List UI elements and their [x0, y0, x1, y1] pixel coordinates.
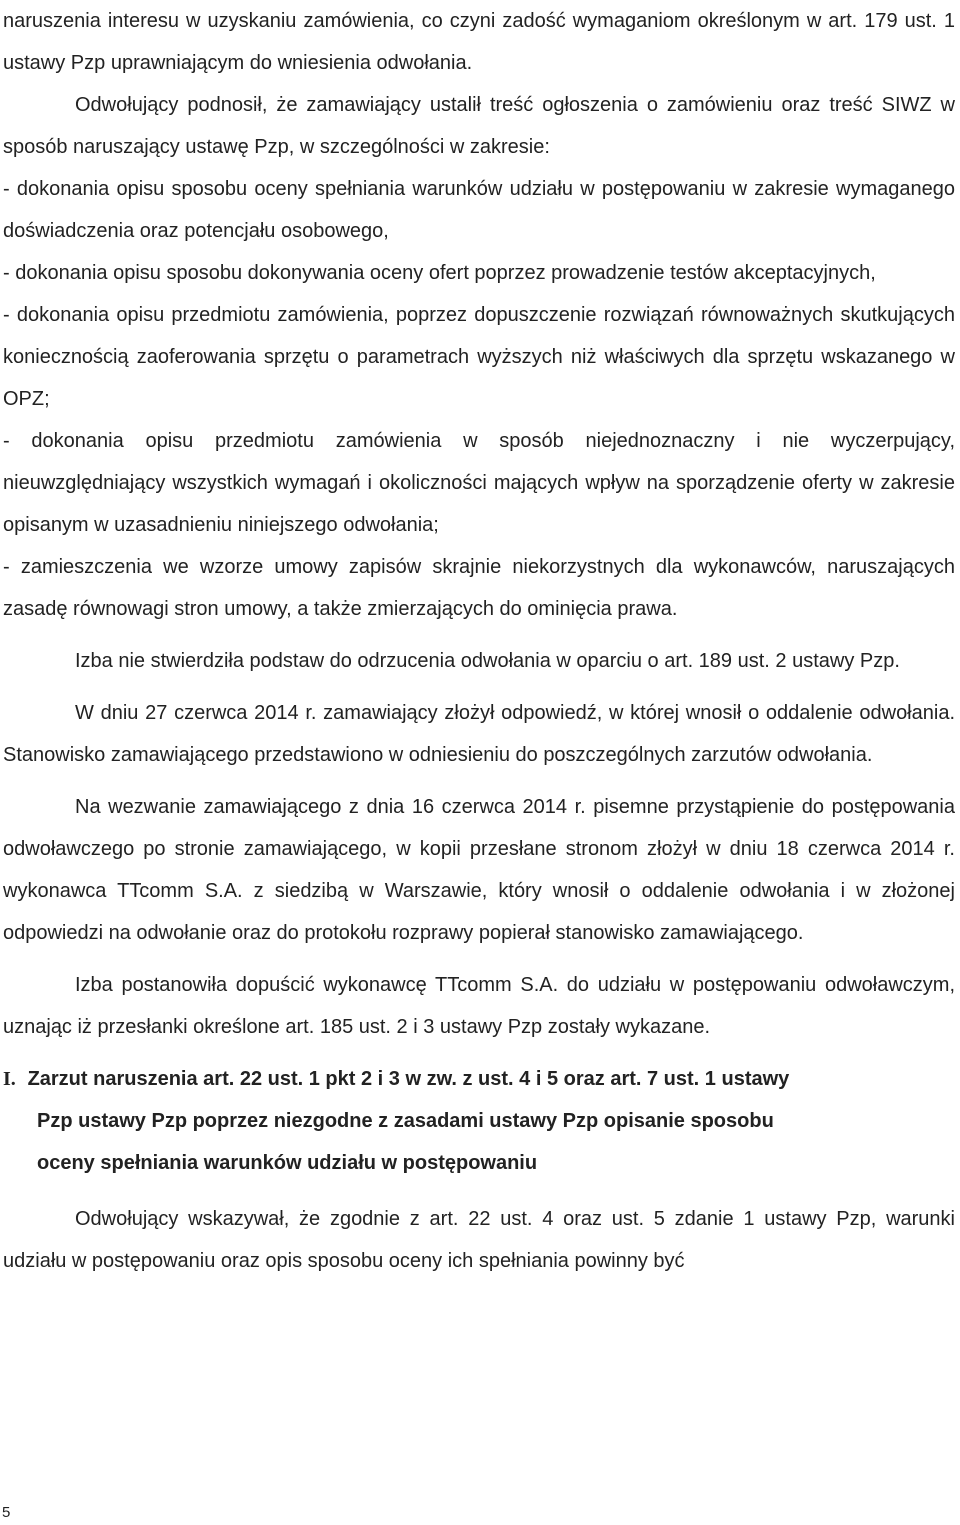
section-heading-line: oceny spełniania warunków udziału w postępowaniu — [37, 1152, 538, 1174]
section-heading — [3, 1058, 955, 1184]
section-heading-text: Zarzut naruszenia art. 22 ust. 1 pkt 2 i 3 w zw. z ust. 4 i 5 oraz art. 7 ust. 1 ustawy — [27, 1068, 790, 1090]
paragraph-allegations-intro: Odwołujący podnosił, że zamawiający ustalił treść ogłoszenia o zamówieniu oraz treść SIWZ w sposób naruszający ustawę Pzp, w szczególności w zakresie: — [3, 94, 955, 158]
paragraph-no-grounds: Izba nie stwierdziła podstaw do odrzucenia odwołania w oparciu o art. 189 ust. 2 ustawy Pzp. — [75, 650, 900, 672]
paragraph-final: Odwołujący wskazywał, że zgodnie z art. 22 ust. 4 oraz ust. 5 zdanie 1 ustawy Pzp, warunki udziału w postępowaniu oraz opis sposobu oceny ich spełniania powinny być — [3, 1208, 955, 1272]
paragraph-response: W dniu 27 czerwca 2014 r. zamawiający złożył odpowiedź, w której wnosił o oddalenie odwołania. Stanowisko zamawiającego przedstawiono w odniesieniu do poszczególnych zarzutów odwołania. — [3, 702, 955, 766]
bullet-item: - dokonania opisu sposobu oceny spełniania warunków udziału w postępowaniu w zakresie wymaganego doświadczenia oraz potencjału osobowego, — [3, 178, 955, 242]
section-heading-line: Pzp ustawy Pzp poprzez niezgodne z zasadami ustawy Pzp opisanie sposobu — [37, 1110, 774, 1132]
bullet-item: - dokonania opisu przedmiotu zamówienia, poprzez dopuszczenie rozwiązań równoważnych skutkujących koniecznością zaoferowania sprzętu o parametrach wyższych niż właściwych dla sprzętu wskazanego w OPZ; — [3, 304, 955, 410]
bullet-item: - zamieszczenia we wzorze umowy zapisów skrajnie niekorzystnych dla wykonawców, naruszających zasadę równowagi stron umowy, a także zmierzających do ominięcia prawa. — [3, 556, 955, 620]
section-heading-line — [3, 1058, 955, 1100]
section-number: I. — [3, 1068, 16, 1090]
paragraph-admission: Izba postanowiła dopuścić wykonawcę TTcomm S.A. do udziału w postępowaniu odwoławczym, uznając iż przesłanki określone art. 185 ust. 2 i 3 ustawy Pzp zostały wykazane. — [3, 974, 955, 1038]
page-number: 5 — [2, 1504, 11, 1521]
bullet-item: - dokonania opisu przedmiotu zamówienia w sposób niejednoznaczny i nie wyczerpujący, nieuwzględniający wszystkich wymagań i okoliczności mających wpływ na sporządzenie oferty w zakresie opisanym w uzasadnieniu niniejszego odwołania; — [3, 430, 955, 536]
paragraph-intro: naruszenia interesu w uzyskaniu zamówienia, co czyni zadość wymaganiom określonym w art. 179 ust. 1 ustawy Pzp uprawniającym do wniesienia odwołania. — [3, 10, 955, 74]
paragraph-accession: Na wezwanie zamawiającego z dnia 16 czerwca 2014 r. pisemne przystąpienie do postępowania odwoławczego po stronie zamawiającego, w kopii przesłane stronom złożył w dniu 18 czerwca 2014 r. wykonawca TTcomm S.A. z siedzibą w Warszawie, który wnosił o oddalenie odwołania i w złożonej odpowiedzi na odwołanie oraz do protokołu rozprawy popierał stanowisko zamawiającego. — [3, 796, 955, 944]
document-page — [3, 0, 955, 1282]
bullet-item: - dokonania opisu sposobu dokonywania oceny ofert poprzez prowadzenie testów akceptacyjnych, — [3, 262, 876, 284]
